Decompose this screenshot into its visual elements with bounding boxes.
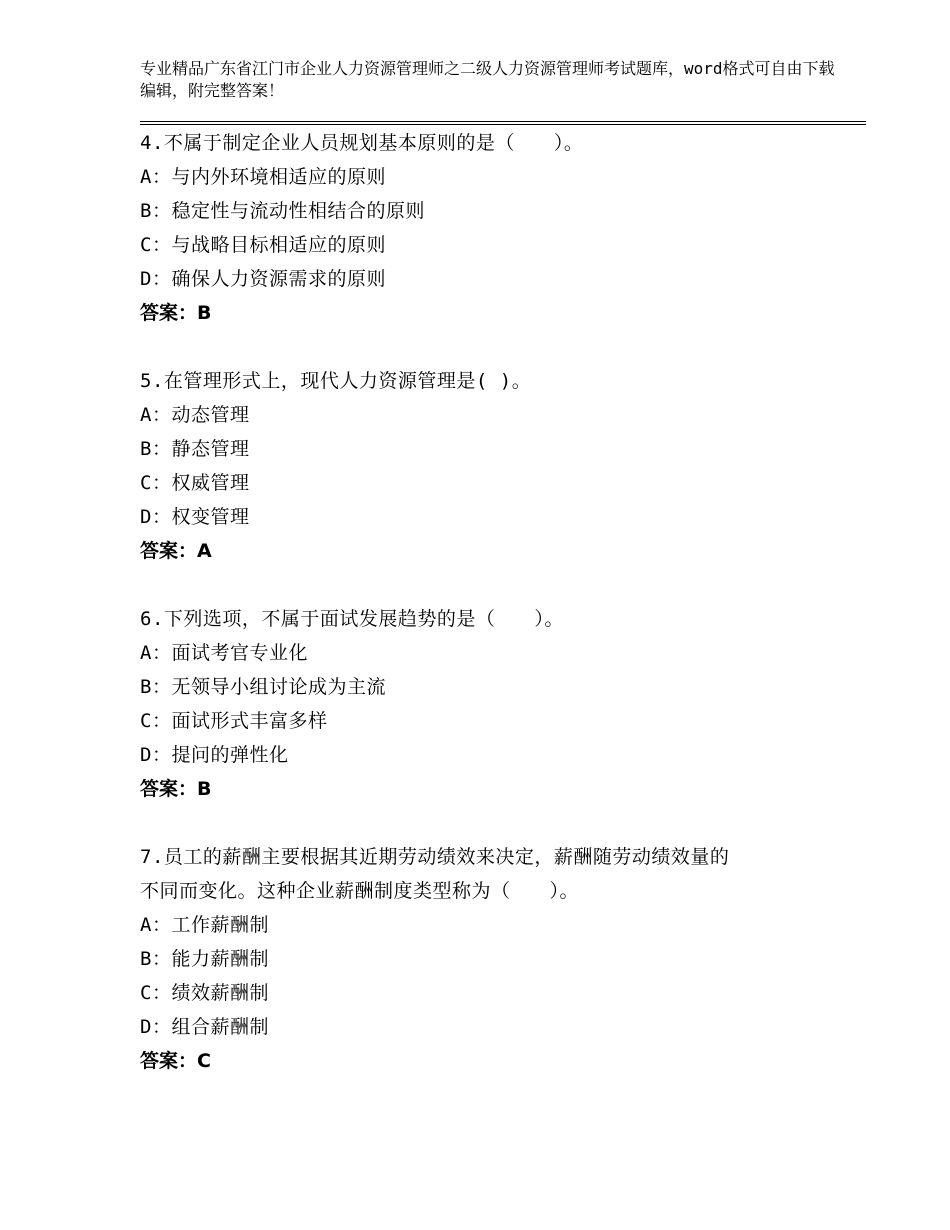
document-header: 专业精品广东省江门市企业人力资源管理师之二级人力资源管理师考试题库，word格式可自由下载编辑，附完整答案！ [140,59,835,100]
option-d: D：权变管理 [140,506,250,528]
question-item [140,126,840,330]
option-a: A：工作薪酬制 [140,914,269,936]
option-b: B：无领导小组讨论成为主流 [140,676,386,698]
question-stem: 4.不属于制定企业人员规划基本原则的是（ ）。 [140,132,584,154]
option-b: B：能力薪酬制 [140,948,269,970]
question-stem: 7.员工的薪酬主要根据其近期劳动绩效来决定，薪酬随劳动绩效量的 [140,846,730,868]
header-rule-bottom [140,124,866,125]
option-c: C：面试形式丰富多样 [140,710,328,732]
option-b: B：静态管理 [140,438,250,460]
option-a: A：面试考官专业化 [140,642,308,664]
question-stem: 6.下列选项，不属于面试发展趋势的是（ ）。 [140,608,564,630]
option-d: D：提问的弹性化 [140,744,289,766]
answer-line: 答案：A [140,540,212,562]
header-rule-top [140,121,866,122]
answer-line: 答案：C [140,1050,211,1072]
question-list [140,126,840,1112]
answer-line: 答案：B [140,302,212,324]
option-a: A：与内外环境相适应的原则 [140,166,386,188]
question-item [140,364,840,568]
option-b: B：稳定性与流动性相结合的原则 [140,200,425,222]
option-c: C：与战略目标相适应的原则 [140,234,386,256]
question-item [140,840,840,1078]
option-a: A：动态管理 [140,404,250,426]
answer-line: 答案：B [140,778,212,800]
option-d: D：确保人力资源需求的原则 [140,268,386,290]
option-d: D：组合薪酬制 [140,1016,269,1038]
question-item [140,602,840,806]
question-stem-continued: 不同而变化。这种企业薪酬制度类型称为（ ）。 [140,880,580,902]
question-stem: 5.在管理形式上，现代人力资源管理是( )。 [140,370,532,392]
option-c: C：权威管理 [140,472,250,494]
option-c: C：绩效薪酬制 [140,982,269,1004]
